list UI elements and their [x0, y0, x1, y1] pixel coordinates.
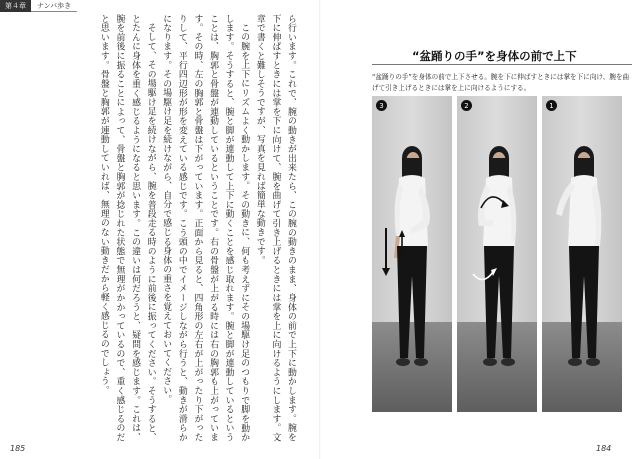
right-page [320, 0, 640, 459]
chapter-header [0, 0, 88, 12]
step-marker-3: 3 [376, 100, 387, 111]
body-text [12, 14, 298, 442]
step-marker-1: 1 [546, 100, 557, 111]
chapter-title: ナンバ歩き [31, 0, 77, 12]
person-figure-2 [457, 96, 537, 412]
photo-step-3 [372, 96, 452, 412]
photo-step-2 [457, 96, 537, 412]
page-number-right: 184 [596, 444, 612, 453]
photo-caption: “盆踊りの手”を身体の前で上下させる。腕を下に伸ばすときには掌を下に向け、腕を曲げて引き上げるときには掌を上に向けるようにする。 [372, 73, 630, 92]
paragraph-1: ら行います。これで、腕の動きが出来たら、この腕の動きのまま、身体の前で上下に動かします。腕を下に伸ばすときには掌を下に向けて、腕を曲げて引き上げるときには掌を上に向けるようにします。文章で書くと難しそうですが、写真を見れば簡単な動きです。 [254, 14, 296, 442]
section-heading: “盆踊りの手”を身体の前で上下 [412, 49, 577, 63]
chapter-label: 第４章 [0, 0, 31, 12]
page-number-left: 185 [10, 444, 26, 453]
paragraph-2: この腕を上下にリズムよく動かします。その動きに、何も考えずにその場駆け足のつもりで脚を動かします。そうすると、腕と脚が連動して上下に動くことを感じ取れます。腕と脚が連動しているということは、胸郭と骨盤が連動しているということです。右の骨盤が上がる時には右の胸郭も上がっています。その時、左の胸郭と骨盤は下がっています。正面から見ると、四角形の左右が上がったり下がったりして、平行四辺形が形を変えている感じです。こう頭の中でイメージしながら行うと、動きが滑らかになります。その場駆け足を続けながら、自分で感じる身体の重さを覚えておいてください。 [161, 14, 250, 442]
step-marker-2: 2 [461, 100, 472, 111]
person-figure-1 [542, 96, 622, 412]
paragraph-3: そして、その場駆け足を続けながら、腕を普段走る時のように前後に振ってください。そうすると、とたんに身体を重く感じるようになると思います。この違いは何だろうと、疑問を感じます。これは、腕を前後に振ることによって、骨盤と胸郭が捻じれた状態で無理がかかっているので、重く感じるのだと思います。骨盤と胸郭が連動していれば、無理のない動きだから軽く感じるのでしょう。 [98, 14, 156, 442]
photo-step-1 [542, 96, 622, 412]
heading-divider [372, 64, 632, 65]
person-figure-3 [372, 96, 452, 412]
